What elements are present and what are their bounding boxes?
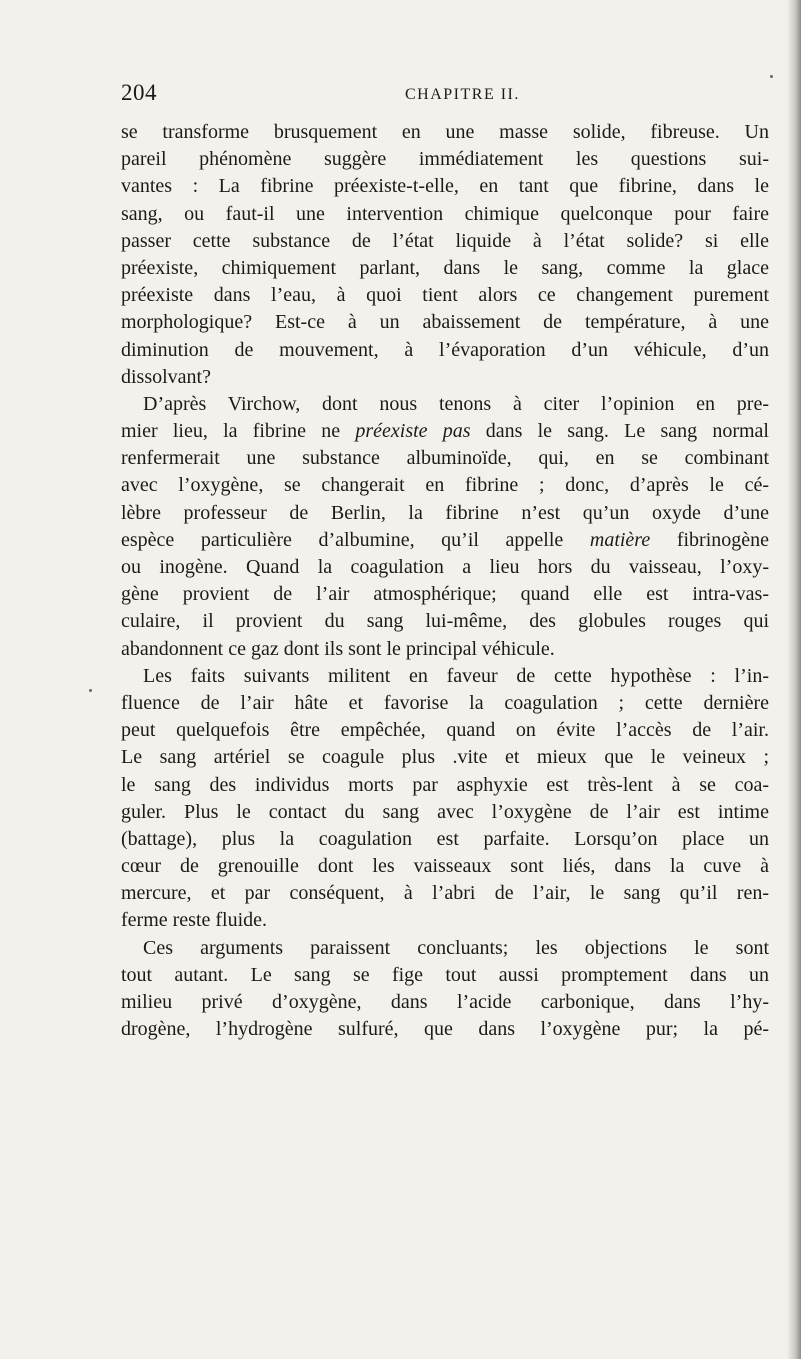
text-line: Le sang artériel se coagule plus .vite et mieux que le veineux ; bbox=[121, 746, 769, 769]
text-line: sang, ou faut-il une intervention chimique quelconque pour faire bbox=[121, 202, 769, 225]
running-head: CHAPITRE II. bbox=[405, 86, 520, 103]
text-line: peut quelquefois être empêchée, quand on évite l’accès de l’air. bbox=[121, 719, 769, 742]
text-line: le sang des individus morts par asphyxie est très-lent à se coa- bbox=[121, 773, 769, 796]
text-span: fibrinogène bbox=[650, 528, 770, 551]
text-line: passer cette substance de l’état liquide à l’état solide? si elle bbox=[121, 229, 769, 252]
text-line: fluence de l’air hâte et favorise la coagulation ; cette dernière bbox=[121, 691, 769, 714]
text-line: gène provient de l’air atmosphérique; quand elle est intra-vas- bbox=[121, 583, 769, 606]
text-line: se transforme brusquement en une masse solide, fibreuse. Un bbox=[121, 121, 769, 143]
text-line: diminution de mouvement, à l’évaporation d’un véhicule, d’un bbox=[121, 338, 769, 361]
text-line: pareil phénomène suggère immédiatement les questions sui- bbox=[121, 148, 769, 171]
text-line: dissolvant? bbox=[121, 365, 211, 388]
text-line: abandonnent ce gaz dont ils sont le principal véhicule. bbox=[121, 637, 555, 660]
page-number: 204 bbox=[121, 80, 157, 105]
text-line: Ces arguments paraissent concluants; les objections le sont bbox=[143, 936, 769, 959]
emphasis-text: matière bbox=[589, 528, 651, 551]
text-line: renfermerait une substance albuminoïde, qui, en se combinant bbox=[121, 447, 769, 470]
text-line: ferme reste fluide. bbox=[121, 909, 268, 932]
text-line: ou inogène. Quand la coagulation a lieu hors du vaisseau, l’oxy- bbox=[121, 556, 769, 578]
page-header bbox=[121, 80, 771, 110]
text-line-with-emphasis bbox=[121, 527, 769, 554]
text-line: vantes : La fibrine préexiste-t-elle, en tant que fibrine, dans le bbox=[121, 175, 769, 198]
paper-speck bbox=[89, 689, 92, 692]
text-line: morphologique? Est-ce à un abaissement de température, à une bbox=[121, 311, 769, 334]
text-line: préexiste dans l’eau, à quoi tient alors ce changement purement bbox=[121, 284, 769, 307]
text-span: espèce particulière d’albumine, qu’il appelle bbox=[121, 528, 590, 551]
text-line: drogène, l’hydrogène sulfuré, que dans l’oxygène pur; la pé- bbox=[121, 1018, 769, 1041]
text-line: culaire, il provient du sang lui-même, des globules rouges qui bbox=[121, 610, 769, 633]
text-line: préexiste, chimiquement parlant, dans le sang, comme la glace bbox=[121, 256, 769, 279]
text-line: guler. Plus le contact du sang avec l’oxygène de l’air est intime bbox=[121, 800, 769, 823]
text-line: mercure, et par conséquent, à l’abri de l’air, le sang qu’il ren- bbox=[121, 882, 769, 905]
text-line: Les faits suivants militent en faveur de cette hypothèse : l’in- bbox=[143, 664, 769, 687]
text-span: dans le sang. Le sang normal bbox=[470, 420, 769, 443]
text-line: milieu privé d’oxygène, dans l’acide carbonique, dans l’hy- bbox=[121, 991, 769, 1013]
text-line: D’après Virchow, dont nous tenons à citer l’opinion en pre- bbox=[143, 392, 769, 415]
text-line: cœur de grenouille dont les vaisseaux sont liés, dans la cuve à bbox=[121, 855, 769, 878]
text-line: (battage), plus la coagulation est parfaite. Lorsqu’on place un bbox=[121, 827, 769, 850]
text-line: tout autant. Le sang se fige tout aussi promptement dans un bbox=[121, 963, 769, 986]
page-edge-shadow bbox=[787, 0, 801, 1359]
paper-speck bbox=[770, 75, 773, 78]
text-line: avec l’oxygène, se changerait en fibrine ; donc, d’après le cé- bbox=[121, 474, 769, 497]
text-span: mier lieu, la fibrine ne bbox=[121, 420, 356, 443]
text-line: lèbre professeur de Berlin, la fibrine n’est qu’un oxyde d’une bbox=[121, 501, 769, 524]
emphasis-text: préexiste pas bbox=[355, 420, 471, 443]
text-line-with-emphasis bbox=[121, 418, 769, 445]
body-text bbox=[121, 119, 769, 1043]
